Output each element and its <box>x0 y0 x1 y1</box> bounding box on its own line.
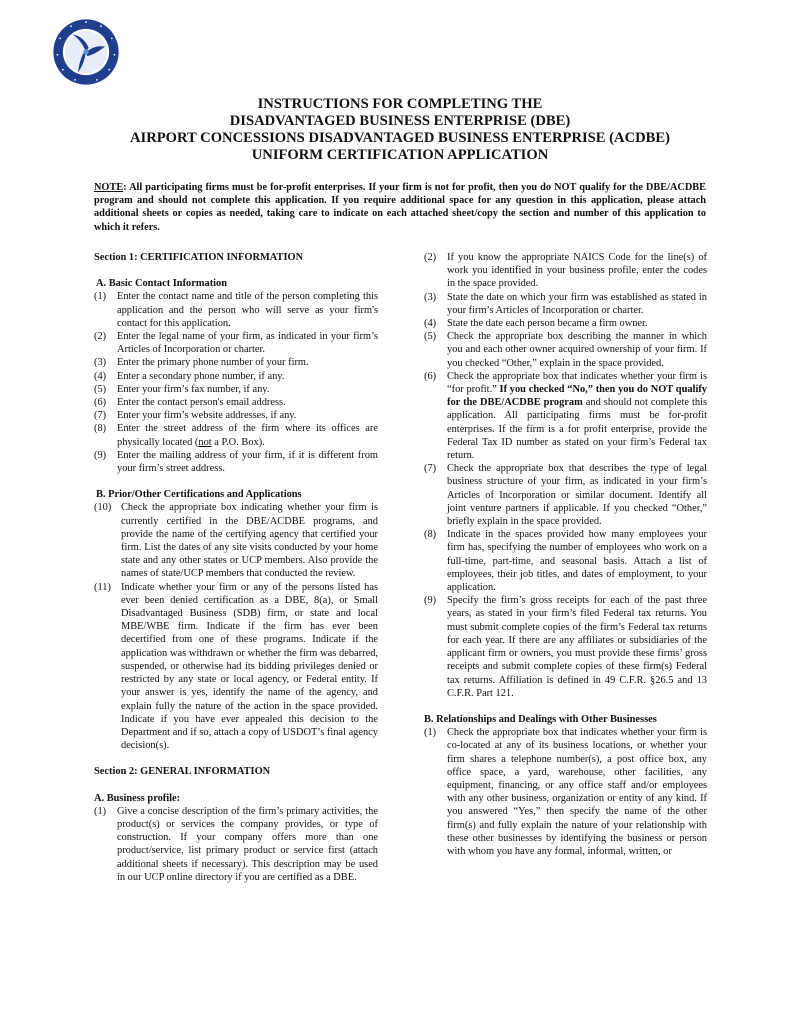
list-item <box>94 330 378 356</box>
item-text: If you know the appropriate NAICS Code for the line(s) of work you identified in your business profile, enter the codes in the space provided. <box>447 252 707 290</box>
item-number: (4) <box>94 370 107 382</box>
note-label: NOTE <box>94 182 124 193</box>
right-column <box>424 251 707 858</box>
item-number: (10) <box>94 502 112 514</box>
list-item <box>424 528 707 594</box>
title-line: UNIFORM CERTIFICATION APPLICATION <box>251 147 549 163</box>
list-item: (9) Enter the mailing address of your firm, if it is different from your firm’s street address. <box>94 449 378 475</box>
list-item: (6) Check the appropriate box that indicates whether your firm is “for profit.” If you checked “No,” then you do NOT qualify for the DBE/ACDBE program and should not complete this application. All participating firms must be for-profit enterprises. If the firm is a for profit enterprise, provide the Federal Tax ID number as stated on your firm’s Federal tax return. <box>424 370 708 462</box>
note-paragraph <box>94 181 706 234</box>
title-line: INSTRUCTIONS FOR COMPLETING THE <box>257 96 543 112</box>
item-number: (11) <box>94 581 111 593</box>
list-item <box>94 409 378 422</box>
list-item <box>94 805 378 884</box>
item-text: Check the appropriate box describing the manner in which you and each other owner acquired ownership of your firm. If you checked “Other,” explain in the space provided. <box>447 331 707 369</box>
general-info-list-a <box>424 251 707 370</box>
item-text: State the date on which your firm was established as stated in your firm’s Articles of Incorporation or charter. <box>447 291 707 316</box>
item-text: Enter your firm’s website addresses, if any. <box>117 410 297 422</box>
item-number: (7) <box>424 463 437 475</box>
title-line: AIRPORT CONCESSIONS DISADVANTAGED BUSINESS ENTERPRISE (ACDBE) <box>130 130 670 146</box>
item-number: (5) <box>94 383 107 395</box>
general-info-list-b <box>424 462 707 700</box>
item-number: (2) <box>424 252 437 263</box>
list-item <box>94 370 378 383</box>
item-text: Enter the legal name of your firm, as indicated in your firm’s Articles of Incorporation or charter. <box>117 331 378 356</box>
item-text: State the date each person became a firm owner. <box>447 318 648 330</box>
list-item <box>424 291 707 317</box>
item-number: (1) <box>424 727 437 739</box>
item-number: (1) <box>94 291 107 303</box>
business-profile-heading: A. Business profile: <box>94 792 181 804</box>
business-profile-list <box>94 805 378 884</box>
item-text: Check the appropriate box that indicates whether your firm is co-located at any of its business locations, or whether your firm shares a telephone number(s), a post office box, any office space, a yard, warehouse, other facilities, any equipment, financing, or any office staff and/or employees with any other business, organization or entity of any kind. If you answered “Yes,” then specify the name of the other firm(s) and fully explain the nature of your relationship with these other businesses by identifying the business or person with whom you have any formal, informal, written, or <box>447 727 707 857</box>
list-item <box>424 330 707 370</box>
list-item <box>424 317 707 330</box>
relationships-list <box>424 726 707 858</box>
item-number: (8) <box>424 529 437 541</box>
list-item <box>94 581 378 753</box>
item-text: Enter a secondary phone number, if any. <box>117 370 285 382</box>
section-1-heading: Section 1: CERTIFICATION INFORMATION <box>94 252 304 263</box>
title-line: DISADVANTAGED BUSINESS ENTERPRISE (DBE) <box>229 113 571 129</box>
list-item <box>94 396 378 409</box>
basic-contact-heading: A. Basic Contact Information <box>96 278 228 290</box>
list-item <box>94 356 378 369</box>
list-item <box>94 290 378 330</box>
list-item <box>424 594 707 700</box>
item-text: Indicate whether your firm or any of the persons listed has ever been denied certification as a DBE, 8(a), or Small Disadvantaged Business (SDB) firm, or state and local MBE/WBE firm. Indicate if the firm has ever been decertified from one of these programs. Indicate if the application was withdrawn or whether the firm was debarred, suspended, or otherwise had its bidding privileges denied or restricted by any state or local agency, or Federal entity. If your answer is yes, identify the name of the agency, and explain fully the nature of the action in the space provided. Indicate if you have ever appealed this decision to the Department and if so, attach a copy of USDOT’s final agency decision(s). <box>121 581 378 752</box>
list-item <box>94 383 378 396</box>
prior-certifications-heading: B. Prior/Other Certifications and Applications <box>96 489 302 501</box>
prior-certifications-list <box>94 501 378 752</box>
item-number: (6) <box>94 397 107 409</box>
item-number: (5) <box>424 331 437 343</box>
relationships-heading: B. Relationships and Dealings with Other Businesses <box>424 713 657 725</box>
item-text: Enter your firm’s fax number, if any. <box>117 383 270 395</box>
item-text: Enter the contact person's email address. <box>117 397 286 409</box>
section-2-heading: Section 2: GENERAL INFORMATION <box>94 766 271 778</box>
basic-contact-list <box>94 290 378 422</box>
list-item <box>424 251 707 291</box>
item-text: Indicate in the spaces provided how many employees your firm has, specifying the number of employees who work on a full-time, part-time, and seasonal basis. Attach a list of employees, their job titles, and dates of employment, to your application. <box>447 529 707 594</box>
item-number: (3) <box>424 291 437 303</box>
item-text: Check the appropriate box indicating whether your firm is currently certified in the DBE/ACDBE programs, and provide the name of the certifying agency that certified your firm. List the dates of any site visits conducted by your home state and any other states or UCP members. Also provide the names of state/UCP members that conducted the review. <box>121 502 378 580</box>
note-text: : All participating firms must be for-profit enterprises. If your firm is not for profit, then you do NOT qualify for the DBE/ACDBE program and should not complete this application. If you require additional space for any question in this application, please attach additional sheets or copies as needed, taking care to indicate on each attached sheet/copy the section and number of this application to which it refers. <box>94 182 706 233</box>
item-text: Enter the primary phone number of your firm. <box>117 357 309 369</box>
item-number: (4) <box>424 318 437 330</box>
list-item: (8) Enter the street address of the firm where its offices are physically located (not a P.O. Box). <box>94 423 378 448</box>
item-number: (9) <box>424 595 437 607</box>
list-item <box>424 462 707 528</box>
dot-seal-icon <box>52 18 120 86</box>
item-number: (1) <box>94 805 107 817</box>
list-item <box>94 501 378 580</box>
item-text: Enter the contact name and title of the person completing this application and the person who will serve as your firm's contact for this application. <box>117 291 378 329</box>
item-text: Specify the firm’s gross receipts for each of the past three years, as stated in your firm’s filed Federal tax returns. You must submit complete copies of the firm’s Federal tax returns for each year. If there are any affiliates or subsidiaries of the applicant firm or owners, you must provide these firms’ gross receipts and submit complete copies of these firm(s) Federal tax returns. Affiliation is defined in 49 C.F.R. §26.5 and 13 C.F.R. Part 121. <box>447 595 707 699</box>
left-column <box>94 251 378 884</box>
item-text: Check the appropriate box that describes the type of legal business structure of your firm, as indicated in your firm’s Articles of Incorporation or similar document. Identify all joint venture partners if applicable. If you checked “Other,” briefly explain in the space provided. <box>447 463 707 528</box>
item-number: (3) <box>94 357 107 369</box>
list-item <box>424 726 707 858</box>
item-text: Give a concise description of the firm’s primary activities, the product(s) or services the company provides, or type of construction. If your company offers more than one product/service, list primary product or service first (attach additional sheets if necessary). This description may be used in our UCP online directory if you are certified as a DBE. <box>117 805 378 883</box>
item-number: (7) <box>94 410 107 422</box>
item-number: (2) <box>94 331 107 343</box>
document-title <box>70 96 730 164</box>
